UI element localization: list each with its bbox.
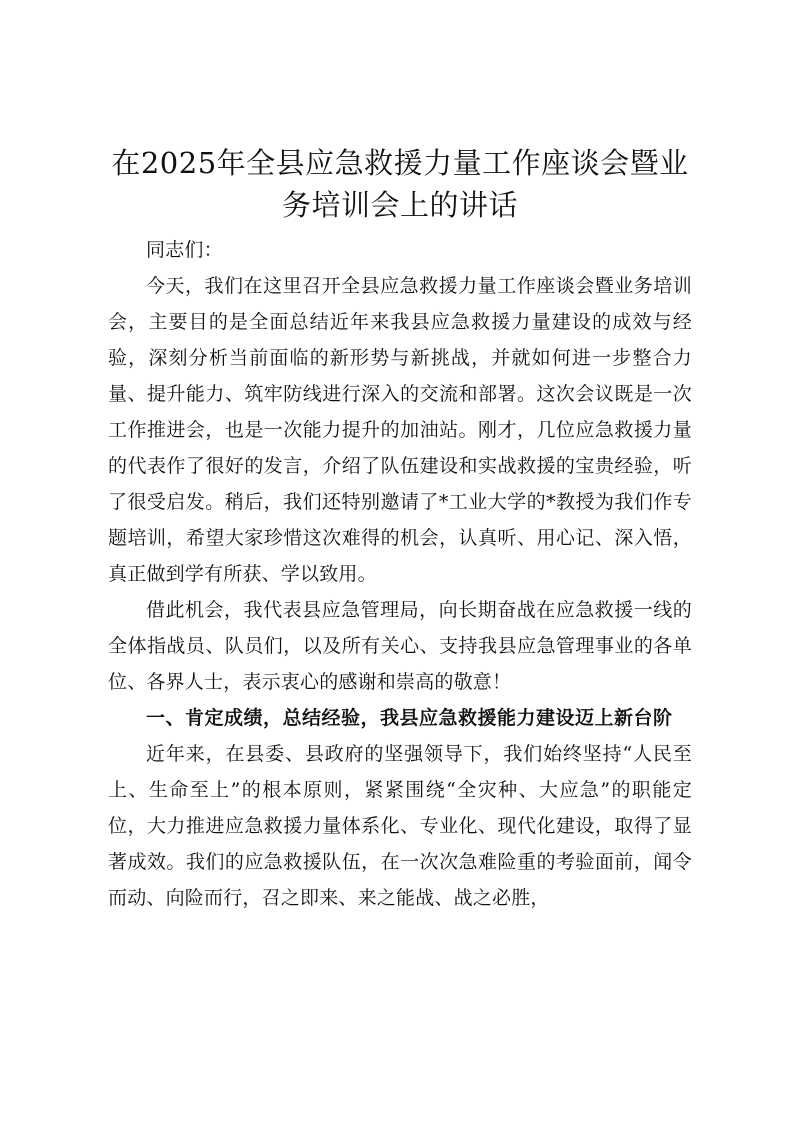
section-heading-1: 一、肯定成绩，总结经验，我县应急救援能力建设迈上新台阶 <box>146 707 673 729</box>
document-title <box>108 142 692 226</box>
section-1-paragraph: 近年来，在县委、县政府的坚强领导下，我们始终坚持“人民至上、生命至上”的根本原则，紧紧围绕“全灾种、大应急”的职能定位，大力推进应急救援力量体系化、专业化、现代化建设，取得了显著成效。我们的应急救援队伍，在一次次急难险重的考验面前，闻令而动、向险而行，召之即来、来之能战、战之必胜， <box>108 743 692 909</box>
salutation: 同志们： <box>146 239 223 261</box>
document-body <box>108 142 692 916</box>
title-line-1: 在2025年全县应急救援力量工作座谈会暨业 <box>111 146 689 180</box>
title-line-2: 务培训会上的讲话 <box>281 188 518 222</box>
paragraph-thanks: 借此机会，我代表县应急管理局，向长期奋战在应急救援一线的全体指战员、队员们，以及所有关心、支持我县应急管理事业的各单位、各界人士，表示衷心的感谢和崇高的敬意！ <box>108 599 692 693</box>
speech-text <box>108 232 692 916</box>
paragraph-opening: 今天，我们在这里召开全县应急救援力量工作座谈会暨业务培训会，主要目的是全面总结近年来我县应急救援力量建设的成效与经验，深刻分析当前面临的新形势与新挑战，并就如何进一步整合力量、提升能力、筑牢防线进行深入的交流和部署。这次会议既是一次工作推进会，也是一次能力提升的加油站。刚才，几位应急救援力量的代表作了很好的发言，介绍了队伍建设和实战救援的宝贵经验，听了很受启发。稍后，我们还特别邀请了*工业大学的*教授为我们作专题培训，希望大家珍惜这次难得的机会，认真听、用心记、深入悟，真正做到学有所获、学以致用。 <box>108 275 692 585</box>
